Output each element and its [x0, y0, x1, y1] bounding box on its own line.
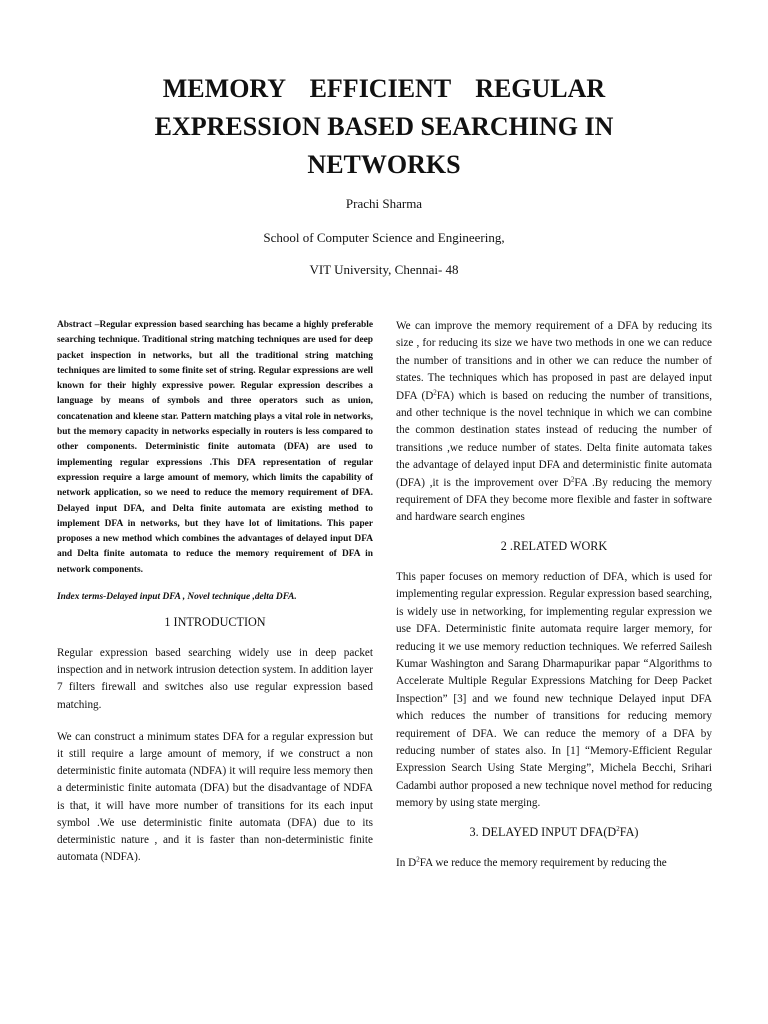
related-work-paragraph: This paper focuses on memory reduction of DFA, which is used for implementing regular expression. Regular expression based searching, is widely use in networking, for implementing regular expression we use DFA. Deterministic finite automata require larger memory, for reducing it we use memory reduction techniques. We referred Sailesh Kumar Washington and Sarang Dharmapurikar papar “Algorithms to Accelerate Multiple Regular Expressions Matching for Deep Packet Inspection” [3] and we found new technique Delayed input DFA which reduces the number of transitions for reducing memory requirement of DFA. We can reduce the memory of a DFA by reducing number of states also. In [1] “Memory-Efficient Regular Expression Search Using State Merging”, Michela Becchi, Srihari Cadambi author proposed a new technique novel method for reducing memory by using state merging. [396, 570, 712, 810]
right-column [396, 318, 712, 884]
index-terms: Index terms-Delayed input DFA , Novel technique ,delta DFA. [57, 592, 297, 603]
paragraph-text: In D [396, 856, 417, 869]
superscript: 2 [416, 854, 420, 863]
intro-paragraph-1: Regular expression based searching widely use in deep packet inspection and in network intrusion detection system. In addition layer 7 filters firewall and switches also use regular expression based matching. [57, 647, 373, 711]
superscript: 2 [433, 387, 437, 396]
delayed-input-dfa-paragraph [396, 855, 712, 872]
title-line-1: MEMORY EFFICIENT REGULAR [162, 74, 606, 103]
paragraph-text: FA we reduce the memory requirement by reducing the [419, 856, 667, 869]
superscript: 2 [616, 824, 620, 833]
affiliation-university: VIT University, Chennai- 48 [309, 262, 459, 277]
paragraph-text: FA) which is based on reducing the number of transitions, and other technique is the novel technique in which we can combine the common destination states instead of reducing the number of transitions ,we reduce number of states. Delta finite automata takes the advantage of delayed input DFA and deterministic finite automata (DFA) ,it is the improvement over D [396, 389, 712, 489]
title-line-3: NETWORKS [307, 150, 461, 179]
paper-title [60, 70, 708, 184]
paragraph-text: FA .By reducing the memory requirement of DFA they become more flexible and faster in software and hardware search engines [396, 476, 712, 524]
author-name: Prachi Sharma [345, 196, 423, 211]
title-line-2: EXPRESSION BASED SEARCHING IN [154, 112, 614, 141]
paragraph-text: We can improve the memory requirement of a DFA by reducing its size , for reducing its size we have two methods in one we can reduce the number of transitions and in other we can reduce the number of states. The techniques which has proposed in past are delayed input DFA (D [396, 320, 712, 402]
section-heading-introduction: 1 INTRODUCTION [164, 615, 266, 630]
heading-text: 3. DELAYED INPUT DFA(D [469, 824, 617, 839]
section-heading-related-work: 2 .RELATED WORK [500, 538, 608, 553]
left-column [57, 318, 373, 881]
section-heading-delayed-input-dfa [396, 825, 712, 840]
intro-paragraph-2: We can construct a minimum states DFA for a regular expression but it still require a large amount of memory, if we construct a non deterministic finite automata (NDFA) it will require less memory then a deterministic finite automata (DFA) but the disadvantage of NDFA is that, it will have more number of transitions for its each input symbol .We use deterministic finite automata (DFA) due to its deterministic nature , and it is faster than non-deterministic finite automata (NDFA). [57, 730, 373, 864]
heading-text: FA) [619, 824, 639, 839]
superscript: 2 [570, 474, 575, 483]
abstract: Abstract –Regular expression based searching has became a highly preferable searching technique. Traditional string matching techniques are used for deep packet inspection in networks, but all the traditional string matching techniques are limited to some finite set of string. Regular expressions are well known for their highly expressive power. Regular expression describes a language by means of symbols and three operators such as union, concatenation and kleene star. Pattern matching plays a vital role in networks, but the memory capacity in networks especially in routers is less compared to other components. Deterministic finite automata (DFA) are used to implementing regular expressions .This DFA representation of regular expression require a large amount of memory, which limits the capability of network application, so we need to reduce the memory requirement of DFA. Delayed input DFA, and Delta finite automata are existing method to implement DFA in networks, but they have lot of limitations. This paper proposes a new method which combines the advantages of delayed input DFA and Delta finite automata to reduce the memory requirement of DFA in network components. [57, 320, 373, 575]
intro-paragraph-3 [396, 318, 712, 527]
affiliation-school: School of Computer Science and Engineering, [263, 230, 505, 245]
